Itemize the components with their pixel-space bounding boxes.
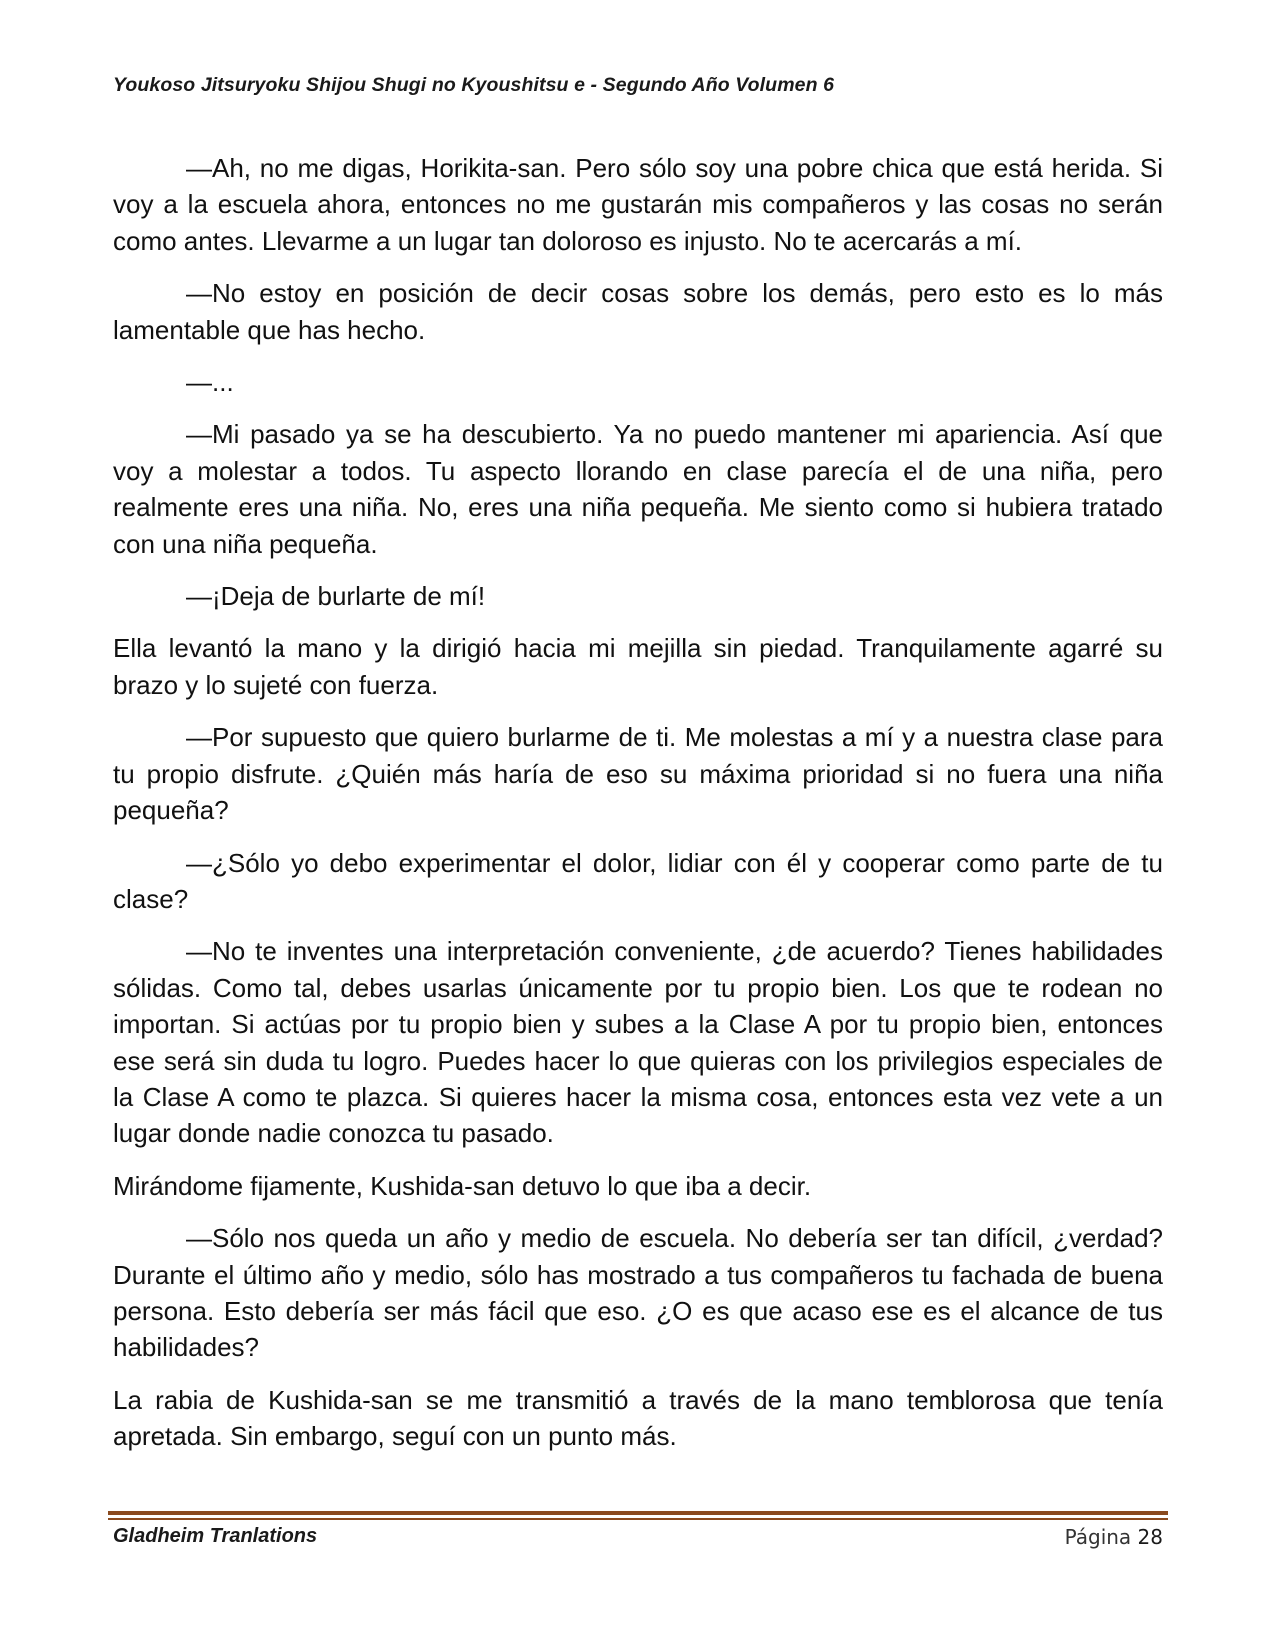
footer-divider-thin [108, 1518, 1168, 1520]
page-number [1065, 1525, 1163, 1549]
paragraph-dialogue: —No estoy en posición de decir cosas sobre los demás, pero esto es lo más lamentable que has hecho. [113, 278, 1163, 345]
paragraph-narration: Mirándome fijamente, Kushida-san detuvo lo que iba a decir. [113, 1170, 812, 1201]
paragraph-dialogue: —Por supuesto que quiero burlarme de ti. Me molestas a mí y a nuestra clase para tu propio disfrute. ¿Quién más haría de eso su máxima prioridad si no fuera una niña pequeña? [113, 722, 1163, 826]
paragraph-narration: La rabia de Kushida-san se me transmitió a través de la mano temblorosa que tenía apretada. Sin embargo, seguí con un punto más. [113, 1384, 1163, 1452]
paragraph-dialogue: —¡Deja de burlarte de mí! [186, 581, 486, 612]
paragraph-dialogue: —Sólo nos queda un año y medio de escuela. No debería ser tan difícil, ¿verdad? Durante el último año y medio, sólo has mostrado a tus compañeros tu fachada de buena persona. Esto debería ser más fácil que eso. ¿O es que acaso ese es el alcance de tus habilidades? [113, 1223, 1163, 1363]
paragraph-dialogue: —Mi pasado ya se ha descubierto. Ya no puedo mantener mi apariencia. Así que voy a molestar a todos. Tu aspecto llorando en clase parecía el de una niña, pero realmente eres una niña. No, eres una niña pequeña. Me siento como si hubiera tratado con una niña pequeña. [113, 419, 1163, 559]
footer-credit: Gladheim Tranlations [113, 1525, 318, 1547]
page-label: Página [1064, 1525, 1132, 1549]
body-text [113, 150, 1163, 1471]
paragraph-dialogue: —No te inventes una interpretación conveniente, ¿de acuerdo? Tienes habilidades sólidas. Como tal, debes usarlas únicamente por tu propio bien. Los que te rodean no importan. Si actúas por tu propio bien y subes a la Clase A por tu propio bien, entonces ese será sin duda tu logro. Puedes hacer lo que quieras con los privilegios especiales de la Clase A como te plazca. Si quieres hacer la misma cosa, entonces esta vez vete a un lugar donde nadie conozca tu pasado. [113, 936, 1163, 1149]
paragraph-dialogue: —¿Sólo yo debo experimentar el dolor, lidiar con él y cooperar como parte de tu clase? [113, 847, 1163, 914]
page-number-value: 28 [1137, 1525, 1163, 1549]
paragraph-dialogue: —Ah, no me digas, Horikita-san. Pero sólo soy una pobre chica que está herida. Si voy a la escuela ahora, entonces no me gustarán mis compañeros y las cosas no serán como antes. Llevarme a un lugar tan doloroso es injusto. No te acercarás a mí. [113, 153, 1163, 256]
paragraph-narration: Ella levantó la mano y la dirigió hacia mi mejilla sin piedad. Tranquilamente agarré su brazo y lo sujeté con fuerza. [113, 633, 1163, 700]
paragraph-dialogue: —... [186, 367, 234, 398]
running-header: Youkoso Jitsuryoku Shijou Shugi no Kyoushitsu e - Segundo Año Volumen 6 [113, 74, 835, 96]
footer-divider-thick [108, 1511, 1168, 1515]
